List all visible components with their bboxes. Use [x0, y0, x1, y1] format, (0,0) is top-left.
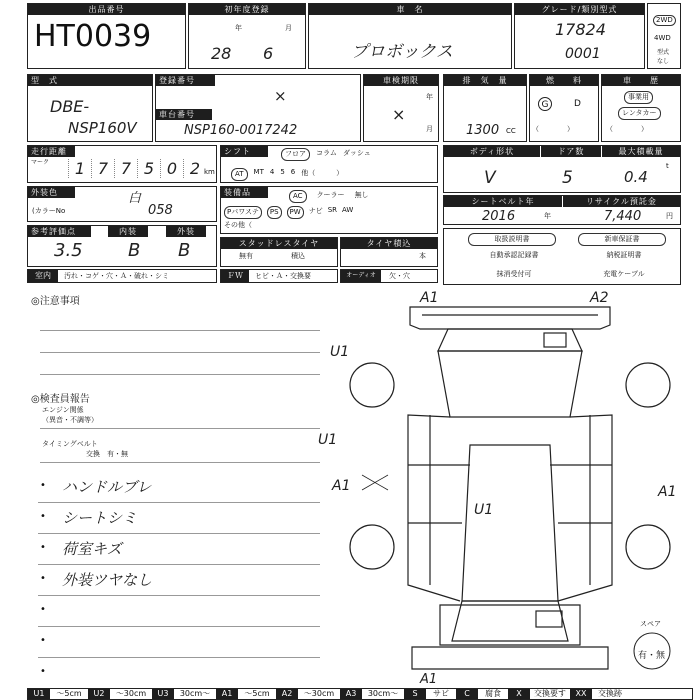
- first-reg-box: [188, 3, 306, 69]
- inspect-box: [363, 74, 439, 142]
- digit: 0: [160, 159, 183, 178]
- legend-code: A1: [216, 689, 238, 699]
- mileage-digits: [68, 159, 206, 178]
- spare-label: スペア: [640, 620, 661, 628]
- belt-value: 2016: [482, 209, 516, 224]
- car-name: プロボックス: [351, 42, 453, 62]
- legend-code: S: [404, 689, 426, 699]
- list-item-text: 荷室キズ: [62, 540, 122, 558]
- equip-cooler: クーラー: [316, 191, 345, 199]
- equip-pps: Pパワステ: [224, 206, 262, 219]
- stud-opt-1: 無有: [239, 252, 253, 260]
- list-item: • 外装ツヤなし: [38, 565, 320, 596]
- shift-box: [220, 145, 438, 183]
- color-box: [27, 186, 217, 222]
- legend-code: U1: [28, 689, 50, 699]
- audio-label: オーディオ: [341, 270, 381, 282]
- shift-column: コラム: [316, 149, 337, 157]
- inspect-label: 車検期限: [364, 75, 438, 86]
- equip-row-2: [224, 206, 353, 219]
- history-paren: （ ）: [606, 125, 648, 133]
- engine-line: [40, 428, 320, 429]
- inspector-list: [38, 472, 320, 689]
- model-label: 型 式: [28, 75, 152, 86]
- disp-value: 1300: [466, 123, 500, 138]
- doors-label: ドア数: [541, 146, 601, 157]
- shift-4: 4: [269, 168, 275, 176]
- year-char: 年: [235, 24, 242, 32]
- engine-label: エンジン関係: [42, 406, 84, 414]
- wheel-front-left: [350, 363, 394, 407]
- equip-other: その他（: [224, 221, 252, 229]
- list-item-text: シートシミ: [62, 509, 138, 527]
- first-reg-label: 初年度登録: [189, 4, 305, 15]
- inspect-year: 年: [426, 93, 433, 101]
- caution-line: [40, 330, 320, 331]
- shift-opts: [281, 148, 371, 161]
- history-box: [601, 74, 681, 142]
- shift-5: 5: [280, 168, 285, 176]
- grade-box: [514, 3, 645, 69]
- doc-warranty: 新車保証書: [578, 233, 666, 246]
- legend-desc: 腐食: [485, 689, 501, 698]
- fuel-g: G: [538, 97, 552, 111]
- wheel-rear-right: [626, 525, 670, 569]
- color-label: 外装色: [28, 187, 75, 198]
- doc-cable: 充電ケーブル: [603, 270, 645, 278]
- list-item-text: ハンドルブレ: [62, 478, 152, 496]
- damage-mark: A1: [658, 484, 677, 500]
- legend-desc: 30cm〜: [179, 689, 211, 698]
- inspector-label: ◎検査員報告: [31, 394, 90, 405]
- legend-code: XX: [570, 689, 592, 699]
- reg-no-label: 登録番号: [156, 75, 215, 86]
- list-item: • ハンドルブレ: [38, 472, 320, 503]
- legend-desc: 〜30cm: [115, 689, 147, 698]
- list-item: •: [38, 658, 320, 689]
- lot-number: HT0039: [34, 19, 152, 54]
- timing-line: [40, 462, 320, 463]
- fuel-box: [529, 74, 599, 142]
- list-item-text: 外装ツヤなし: [62, 571, 153, 589]
- body-value: V: [484, 168, 496, 188]
- mark-label: マーク: [31, 159, 50, 166]
- car-diagram: [330, 285, 690, 685]
- doc-manual: 取扱説明書: [468, 233, 556, 246]
- fuel-paren: （ ）: [532, 125, 574, 133]
- damage-mark: U1: [318, 432, 338, 448]
- roof: [462, 445, 558, 601]
- equip-navi: ナビ: [308, 207, 323, 215]
- disp-label: 排 気 量: [444, 75, 526, 86]
- damage-mark: A1: [332, 478, 351, 494]
- exterior-value: B: [178, 240, 191, 261]
- list-item: • シートシミ: [38, 503, 320, 534]
- grade-label: グレード/類別型式: [515, 4, 644, 15]
- caution-line: [40, 374, 320, 375]
- chassis-no: NSP160-0017242: [184, 123, 298, 138]
- equip-aw: AW: [342, 206, 354, 214]
- lot-box: [27, 3, 186, 69]
- stud-label: スタッドレスタイヤ: [221, 238, 337, 249]
- shift-opts-2: [231, 168, 343, 181]
- interior-value: B: [128, 240, 141, 261]
- rear-glass: [452, 601, 568, 641]
- digit: 7: [114, 159, 137, 178]
- chassis-label: 車台番号: [156, 109, 212, 120]
- tire-box: [340, 237, 438, 267]
- fw-label: ＦＷ: [221, 270, 249, 282]
- model-1: DBE-: [50, 97, 90, 116]
- caution-label: ◎注意事項: [31, 296, 80, 307]
- legend-code: X: [508, 689, 530, 699]
- fuel-d: D: [574, 99, 581, 109]
- legend-desc: 〜30cm: [303, 689, 335, 698]
- drive-2wd: 2WD: [653, 15, 676, 26]
- equip-pw: PW: [287, 206, 304, 219]
- history-label: 車 歴: [602, 75, 680, 86]
- inspect-month: 月: [426, 125, 433, 133]
- eval-label: 参考評価点: [28, 226, 91, 237]
- doc-record: 自動承認記録書: [489, 251, 539, 259]
- recycle-unit: 円: [666, 212, 673, 220]
- damage-mark: A1: [420, 290, 439, 306]
- eval-value: 3.5: [54, 240, 83, 261]
- color-no-label: (カラーNo: [32, 207, 66, 215]
- fuel-label: 燃 料: [530, 75, 598, 86]
- load-value: 0.4: [624, 168, 648, 186]
- mileage-box: [27, 145, 217, 183]
- doc-tax: 納税証明書: [606, 251, 642, 259]
- reg-year: 28: [211, 44, 232, 63]
- digit: 5: [137, 159, 160, 178]
- history-2: レンタカー: [618, 107, 661, 120]
- exterior-label: 外装: [166, 226, 206, 237]
- color-no: 058: [148, 203, 173, 218]
- shift-6: 6: [290, 168, 296, 176]
- hood: [438, 329, 582, 351]
- belt-recycle-box: [443, 195, 681, 225]
- equip-none: 無し: [354, 191, 369, 199]
- shift-mt: MT: [253, 168, 264, 176]
- history-1: 事業用: [624, 91, 653, 104]
- digit: 2: [183, 159, 206, 178]
- legend-desc: 〜5cm: [56, 689, 82, 698]
- model-2: NSP160V: [68, 119, 137, 137]
- legend-code: C: [456, 689, 478, 699]
- equip-ac: AC: [289, 190, 307, 203]
- shift-other: 他（ ）: [301, 169, 344, 177]
- color-value: 白: [128, 191, 142, 206]
- legend-desc: 〜5cm: [244, 689, 270, 698]
- equip-row-1: [289, 190, 369, 203]
- stud-opt-2: 積込: [291, 252, 305, 260]
- interior-row: [27, 269, 217, 283]
- inspect-mark: ×: [392, 105, 406, 124]
- tire-label: タイヤ積込: [341, 238, 437, 249]
- doors-value: 5: [562, 168, 573, 188]
- legend-bar: [27, 688, 693, 700]
- month-char: 月: [285, 24, 292, 32]
- audio-row: [340, 269, 438, 283]
- interior-row-opts: 汚れ・コゲ・穴・Ａ・破れ・シミ: [64, 272, 169, 280]
- caution-line: [40, 352, 320, 353]
- car-name-label: 車 名: [309, 4, 511, 15]
- front-bumper: [410, 307, 610, 329]
- car-name-box: [308, 3, 512, 69]
- load-label: 最大積載量: [602, 146, 680, 157]
- reg-month: 6: [263, 44, 274, 63]
- drive-4wd: 4WD: [654, 34, 671, 42]
- shift-label: シフト: [221, 146, 268, 157]
- grade-value: 17824: [555, 20, 606, 39]
- legend-code: A2: [276, 689, 298, 699]
- lot-label: 出品番号: [28, 4, 185, 15]
- list-item: •: [38, 596, 320, 627]
- fw-row: [220, 269, 338, 283]
- legend-desc: 交換跡: [598, 689, 622, 698]
- digit: 1: [68, 159, 91, 178]
- equip-ps: PS: [267, 206, 282, 219]
- tire-unit: 本: [419, 252, 426, 260]
- mileage-label: 走行距離: [28, 146, 75, 157]
- eval-box: [27, 225, 217, 267]
- docs-box: [443, 228, 681, 285]
- damage-mark: A2: [590, 290, 609, 306]
- body-label: ボディ形状: [444, 146, 540, 157]
- model-box: [27, 74, 153, 142]
- spare-value: 有・無: [638, 651, 666, 661]
- disp-unit: CC: [506, 127, 516, 135]
- equip-sr: SR: [327, 206, 338, 214]
- engine-sub: （異音・不調等）: [42, 416, 98, 424]
- type-no: 0001: [565, 46, 601, 62]
- damage-mark: U1: [474, 502, 494, 518]
- shift-dash: ダッシュ: [342, 149, 371, 157]
- wheel-front-right: [626, 363, 670, 407]
- rear-lamp-box: [536, 611, 562, 627]
- timing-label: タイミングベルト: [42, 440, 98, 448]
- load-unit: t: [666, 162, 669, 170]
- km-unit: km: [204, 168, 215, 176]
- drive-none: なし: [657, 58, 670, 65]
- recycle-value: 7,440: [604, 209, 642, 224]
- legend-desc: サビ: [433, 689, 449, 698]
- reg-box: [155, 74, 361, 142]
- shift-floor: フロア: [281, 148, 310, 161]
- legend-code: A3: [340, 689, 362, 699]
- legend-desc: 30cm〜: [367, 689, 399, 698]
- equip-box: [220, 186, 438, 234]
- right-side: [558, 415, 612, 601]
- legend-code: U2: [88, 689, 110, 699]
- timing-opts: 交換 有・無: [86, 450, 128, 458]
- reg-no-mark: ×: [274, 87, 287, 105]
- legend-desc: 交換要す: [534, 689, 566, 698]
- digit: 7: [91, 159, 114, 178]
- interior-label: 内装: [108, 226, 148, 237]
- legend-code: U3: [152, 689, 174, 699]
- hood-mirror-box: [544, 333, 566, 347]
- equip-label: 装備品: [221, 187, 268, 198]
- recycle-label: リサイクル預託金: [563, 196, 680, 207]
- body-doors-box: [443, 145, 681, 193]
- damage-mark: A1: [420, 672, 438, 687]
- doc-delete: 抹消受付可: [496, 270, 532, 278]
- belt-label: シートベルト年: [444, 196, 562, 207]
- belt-unit: 年: [544, 212, 551, 220]
- damage-mark: U1: [330, 344, 350, 360]
- audio-opts: 欠・穴: [389, 272, 410, 280]
- drive-box: [647, 3, 681, 69]
- list-item: •: [38, 627, 320, 658]
- list-item: • 荷室キズ: [38, 534, 320, 565]
- wheel-rear-left: [350, 525, 394, 569]
- drive-model: 型式: [657, 49, 670, 56]
- windshield: [438, 351, 582, 417]
- shift-at: AT: [231, 168, 248, 181]
- left-side: [408, 415, 460, 601]
- disp-box: [443, 74, 527, 142]
- interior-row-label: 室内: [28, 270, 58, 282]
- fw-opts: ヒビ・Ａ・交換要: [255, 272, 311, 280]
- stud-box: [220, 237, 338, 267]
- rear-bumper: [412, 647, 608, 669]
